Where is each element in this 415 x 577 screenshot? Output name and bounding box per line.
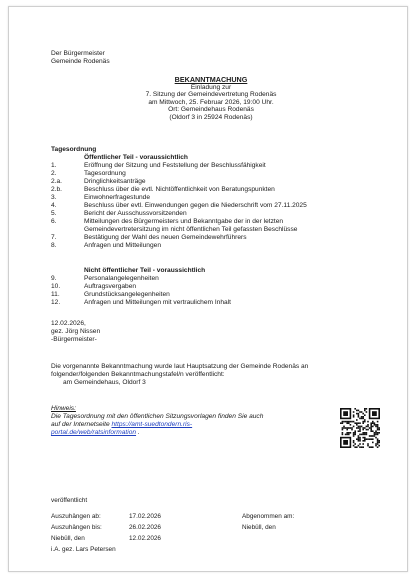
niebuell-date-label: Niebüll, den bbox=[51, 535, 85, 542]
agenda-item-text: Dringlichkeitsanträge bbox=[84, 178, 146, 185]
sender-line-1: Der Bürgermeister bbox=[51, 50, 105, 57]
hint-label: Hinweis: bbox=[51, 405, 76, 412]
agenda-item-text: Tagesordnung bbox=[84, 170, 126, 177]
agenda-item-number: 9. bbox=[51, 275, 57, 282]
agenda-item-number: 7. bbox=[51, 234, 57, 241]
agenda-item-number: 2. bbox=[51, 170, 57, 177]
public-agenda-list bbox=[51, 162, 391, 252]
posted-from-date: 17.02.2026 bbox=[129, 513, 161, 520]
agenda-item-text: Auftragsvergaben bbox=[84, 283, 137, 290]
document-title: BEKANNTMACHUNG bbox=[174, 75, 248, 84]
agenda-item-number: 2.a. bbox=[51, 178, 62, 185]
signature-date: 12.02.2026, bbox=[51, 320, 86, 327]
agenda-item-number: 3. bbox=[51, 194, 57, 201]
agenda-item-text: Bericht der Ausschussvorsitzenden bbox=[84, 210, 187, 217]
agenda-item-number: 10. bbox=[51, 283, 61, 290]
agenda-item-text: Grundstücksangelegenheiten bbox=[84, 291, 170, 298]
notice-line-3: am Gemeindehaus, Oldorf 3 bbox=[63, 379, 146, 386]
header-line-3: am Mittwoch, 25. Februar 2026, 19:00 Uhr. bbox=[148, 98, 274, 106]
private-agenda-list bbox=[51, 275, 391, 311]
agenda-item-number: 8. bbox=[51, 242, 57, 249]
signature-role: -Bürgermeister- bbox=[51, 336, 97, 343]
hint-line-2-prefix: auf der Internetseite bbox=[51, 421, 112, 428]
agenda-item-number: 5. bbox=[51, 210, 57, 217]
agenda-item-text: Anfragen und Mitteilungen mit vertraulichem Inhalt bbox=[84, 299, 231, 306]
agenda-item-text: Personalangelegenheiten bbox=[84, 275, 159, 282]
document-page bbox=[8, 6, 408, 572]
announcement-header bbox=[49, 76, 373, 122]
removed-place-label: Niebüll, den bbox=[242, 524, 276, 531]
posted-until-label: Auszuhängen bis: bbox=[51, 524, 102, 531]
agenda-item-text: Beschluss über evtl. Einwendungen gegen die Niederschrift vom 27.11.2025 bbox=[84, 202, 307, 209]
header-line-1: Einladung zur bbox=[190, 83, 232, 91]
agenda-heading: Tagesordnung bbox=[51, 146, 97, 153]
published-label: veröffentlicht bbox=[51, 497, 88, 504]
agenda-item-text: Bestätigung der Wahl des neuen Gemeindewehrführers bbox=[84, 234, 247, 241]
header-line-5: (Oldorf 3 in 25924 Rodenäs) bbox=[169, 113, 253, 121]
notice-line-2: folgender/folgenden Bekanntmachungstafel/n veröffentlicht: bbox=[51, 371, 225, 378]
agenda-item-number: 2.b. bbox=[51, 186, 62, 193]
public-part-heading: Öffentlicher Teil - voraussichtlich bbox=[84, 154, 188, 161]
private-part-heading: Nicht öffentlicher Teil - voraussichtlich bbox=[84, 267, 206, 274]
agenda-item-number: 12. bbox=[51, 299, 61, 306]
agenda-item-text: Einwohnerfragestunde bbox=[84, 194, 150, 201]
sender-line-2: Gemeinde Rodenäs bbox=[51, 58, 110, 65]
hint-line-3-suffix: . bbox=[136, 429, 140, 436]
agenda-item-number: 11. bbox=[51, 291, 60, 298]
niebuell-date: 12.02.2026 bbox=[129, 535, 161, 542]
header-line-2: 7. Sitzung der Gemeindevertretung Rodenäs bbox=[145, 91, 277, 99]
notice-line-1: Die vorgenannte Bekanntmachung wurde laut Hauptsatzung der Gemeinde Rodenäs an bbox=[51, 363, 309, 370]
removed-on-label: Abgenommen am: bbox=[242, 513, 295, 520]
posted-from-label: Auszuhängen ab: bbox=[51, 513, 101, 520]
agenda-item-text: Mitteilungen des Bürgermeisters und Bekanntgabe der in der letzten bbox=[84, 218, 284, 225]
signature-name: gez. Jörg Nissen bbox=[51, 328, 101, 335]
ris-portal-link-part-2[interactable]: portal.de/web/ratsinformation bbox=[51, 429, 137, 436]
hint-line-3 bbox=[51, 429, 140, 437]
agenda-item-text: Eröffnung der Sitzung und Feststellung der Beschlussfähigkeit bbox=[84, 162, 266, 169]
ris-portal-link-part-1[interactable]: https://amt-suedtondern.ris- bbox=[111, 421, 193, 428]
agenda-item-text: Beschluss über die evtl. Nichtöffentlichkeit von Beratungspunkten bbox=[84, 186, 275, 193]
agenda-item-text: Gemeindevertretersitzung im nicht öffentlichen Teil gefassten Beschlüsse bbox=[84, 226, 298, 233]
hint-line-1: Die Tagesordnung mit den öffentlichen Sitzungsvorlagen finden Sie auch bbox=[51, 413, 264, 420]
agenda-item-number: 6. bbox=[51, 218, 57, 225]
agenda-item-number: 4. bbox=[51, 202, 57, 209]
signed-by: i.A. gez. Lars Petersen bbox=[51, 546, 116, 553]
agenda-item-number: 1. bbox=[51, 162, 57, 169]
hint-line-2 bbox=[51, 421, 192, 429]
header-line-4: Ort: Gemeindehaus Rodenäs bbox=[168, 106, 254, 114]
posted-until-date: 26.02.2026 bbox=[129, 524, 161, 531]
agenda-item-text: Anfragen und Mitteilungen bbox=[84, 242, 161, 249]
qr-code-icon bbox=[340, 408, 380, 448]
